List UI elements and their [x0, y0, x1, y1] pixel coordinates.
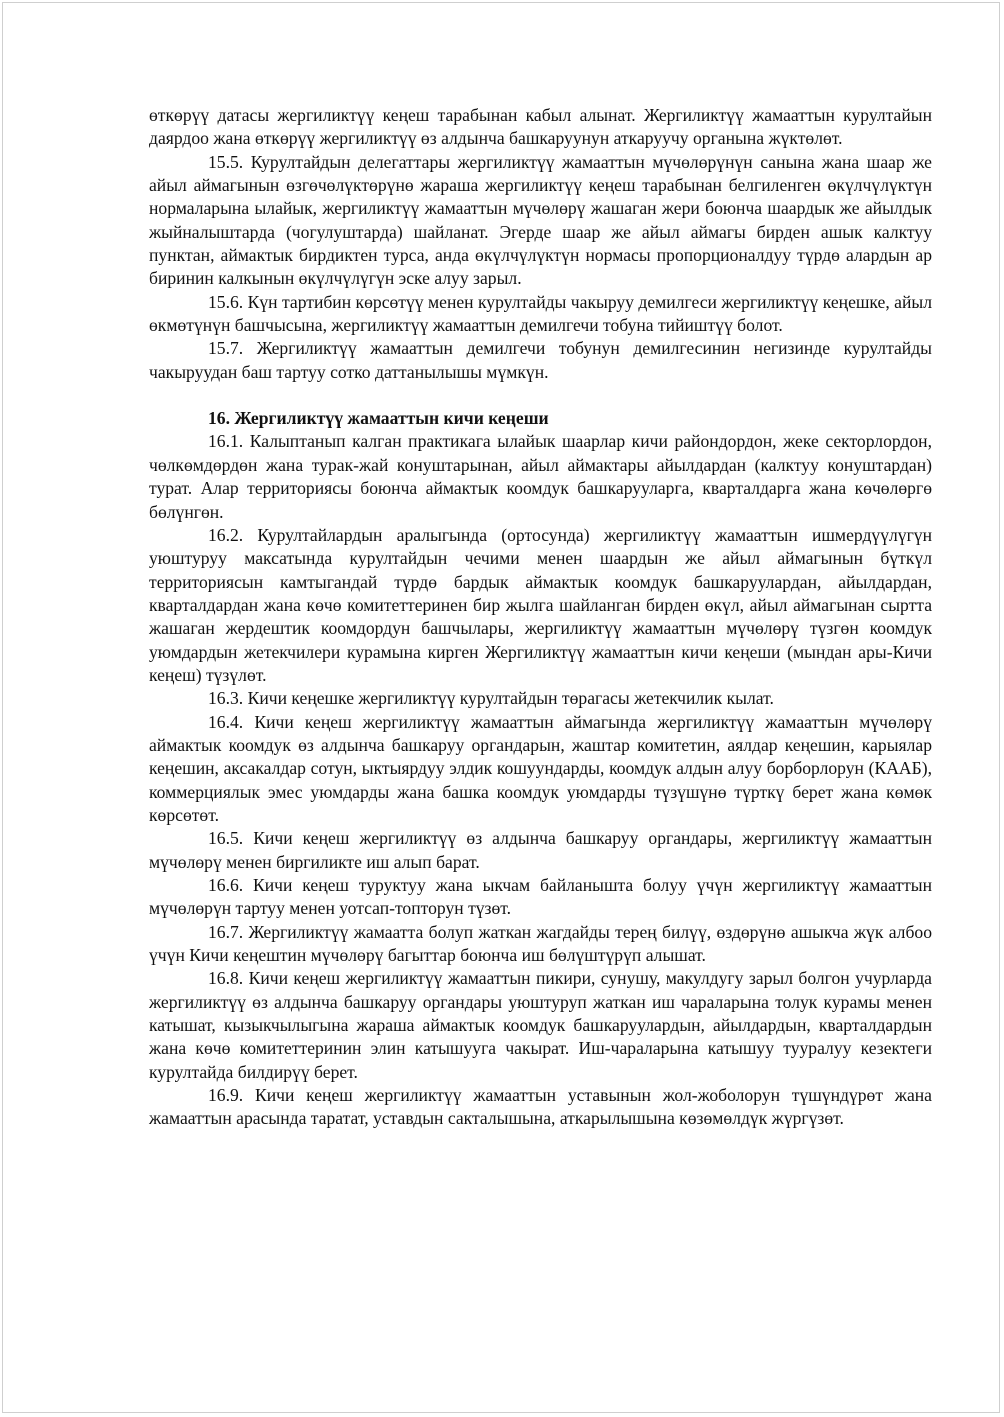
paragraph-15-7: 15.7. Жергиликтүү жамааттын демилгечи тобунун демилгесинин негизинде курултайды чакыруудан баш тартуу сотко даттанылышы мүмкүн.: [149, 338, 932, 382]
paragraph-15-6: 15.6. Күн тартибин көрсөтүү менен курултайды чакыруу демилгеси жергиликтүү кеңешке, айыл өкмөтүнүн башчысына, жергиликтүү жамааттын демилгечи тобуна тийиштүү болот.: [149, 291, 932, 336]
paragraph-16-1: 16.1. Калыптанып калган практикага ылайык шаарлар кичи райондордон, жеке секторлордон, чөлкөмдөрдөн жана турак-жай конуштарынан, айыл аймактары айылдардан (калктуу конуштардан) турат. Алар территориясы боюнча аймактык коомдук башкарууларга, кварталдарга жана көчөлөргө бөлүнгөн.: [149, 431, 932, 522]
paragraph-16-5: 16.5. Кичи кеңеш жергиликтүү өз алдынча башкаруу органдары, жергиликтүү жамааттын мүчөлөрү менен биргиликте иш алып барат.: [149, 828, 932, 872]
document-body: [149, 104, 932, 1131]
section-heading-16: 16. Жергиликтүү жамааттын кичи кеңеши: [208, 408, 549, 429]
paragraph-16-8: 16.8. Кичи кеңеш жергиликтүү жамааттын пикири, сунушу, макулдугу зарыл болгон учурларда жергиликтүү өз алдынча башкаруу органдары уюштуруп жаткан иш чараларына толук курамы менен катышат, кызыкчылыгына жараша аймактык коомдук башкаруулардын, айылдардын, кварталдардын жана көчө комитеттеринин элин катышууга чакырат. Иш-чараларына катышуу тууралуу кезектеги курултайда билдирүү берет.: [149, 968, 932, 1082]
paragraph-16-3: 16.3. Кичи кеңешке жергиликтүү курултайдын төрагасы жетекчилик кылат.: [208, 688, 774, 709]
paragraph-16-4: 16.4. Кичи кеңеш жергиликтүү жамааттын аймагында жергиликтүү жамааттын мүчөлөрү аймактык коомдук өз алдынча башкаруу органдарын, жаштар комитетин, аялдар кеңешин, карыялар кеңешин, аксакалдар сотун, ыктыярдуу элдик кошуундарды, коомдук алдын алуу борборлорун (КААБ), коммерциялык эмес уюмдарды жана башка коомдук уюмдарды түзүшүнө түрткү берет жана көмөк көрсөтөт.: [149, 711, 932, 825]
paragraph-15-5: 15.5. Курултайдын делегаттары жергиликтүү жамааттын мүчөлөрүнүн санына жана шаар же айыл аймагынын өзгөчөлүктөрүнө жараша жергиликтүү кеңеш тарабынан белгиленген өкүлчүлүктүн нормаларына ылайык, жергиликтүү жамааттын мүчөлөрү жашаган жери боюнча шаардык же айылдык жыйналыштарда (чогулуштарда) шайланат. Эгерде шаар же айыл аймагы бирден ашык калктуу пунктан, аймактык бирдиктен турса, анда өкүлчүлүктүн нормасы пропорционалдуу түрдө алардын ар биринин калкынын өкүлчүлүгүн эске алуу зарыл.: [149, 151, 932, 289]
document-page: [2, 2, 1000, 1413]
paragraph-continuation: өткөрүү датасы жергиликтүү кеңеш тарабынан кабыл алынат. Жергиликтүү жамааттын курултайын даярдоо жана өткөрүү жергиликтүү өз алдынча башкаруунун аткаруучу органына жүктөлөт.: [149, 105, 932, 149]
paragraph-16-6: 16.6. Кичи кеңеш туруктуу жана ыкчам байланышта болуу үчүн жергиликтүү жамааттын мүчөлөрүн тартуу менен уотсап-топторун түзөт.: [149, 875, 932, 919]
paragraph-16-2: 16.2. Курултайлардын аралыгында (ортосунда) жергиликтүү жамааттын ишмердүүлүгүн уюштуруу максатында курултайдын чечими менен шаардын же айыл аймагынын бүткүл территориясын камтыгандай түрдө бардык аймактык коомдук башкаруулардан, айылдардан, кварталдардан жана көчө комитеттеринен бир жылга шайланган бирден өкүл, айыл аймагынан сыртта жашаган жердештик коомдордун башчылары, жергиликтүү жамааттын мүчөлөрү түзгөн коомдук уюмдардын жетекчилери курамына кирген Жергиликтүү жамааттын кичи кеңеши (мындан ары-Кичи кеңеш) түзүлөт.: [149, 524, 932, 685]
paragraph-16-9: 16.9. Кичи кеңеш жергиликтүү жамааттын уставынын жол-жоболорун түшүндүрөт жана жамааттын арасында таратат, уставдын сакталышына, аткарылышына көзөмөлдүк жүргүзөт.: [149, 1085, 932, 1129]
paragraph-16-7: 16.7. Жергиликтүү жамаатта болуп жаткан жагдайды терең билүү, өздөрүнө ашыкча жүк албоо үчүн Кичи кеңештин мүчөлөрү багыттар боюнча иш бөлүштүрүп алышат.: [149, 921, 932, 966]
